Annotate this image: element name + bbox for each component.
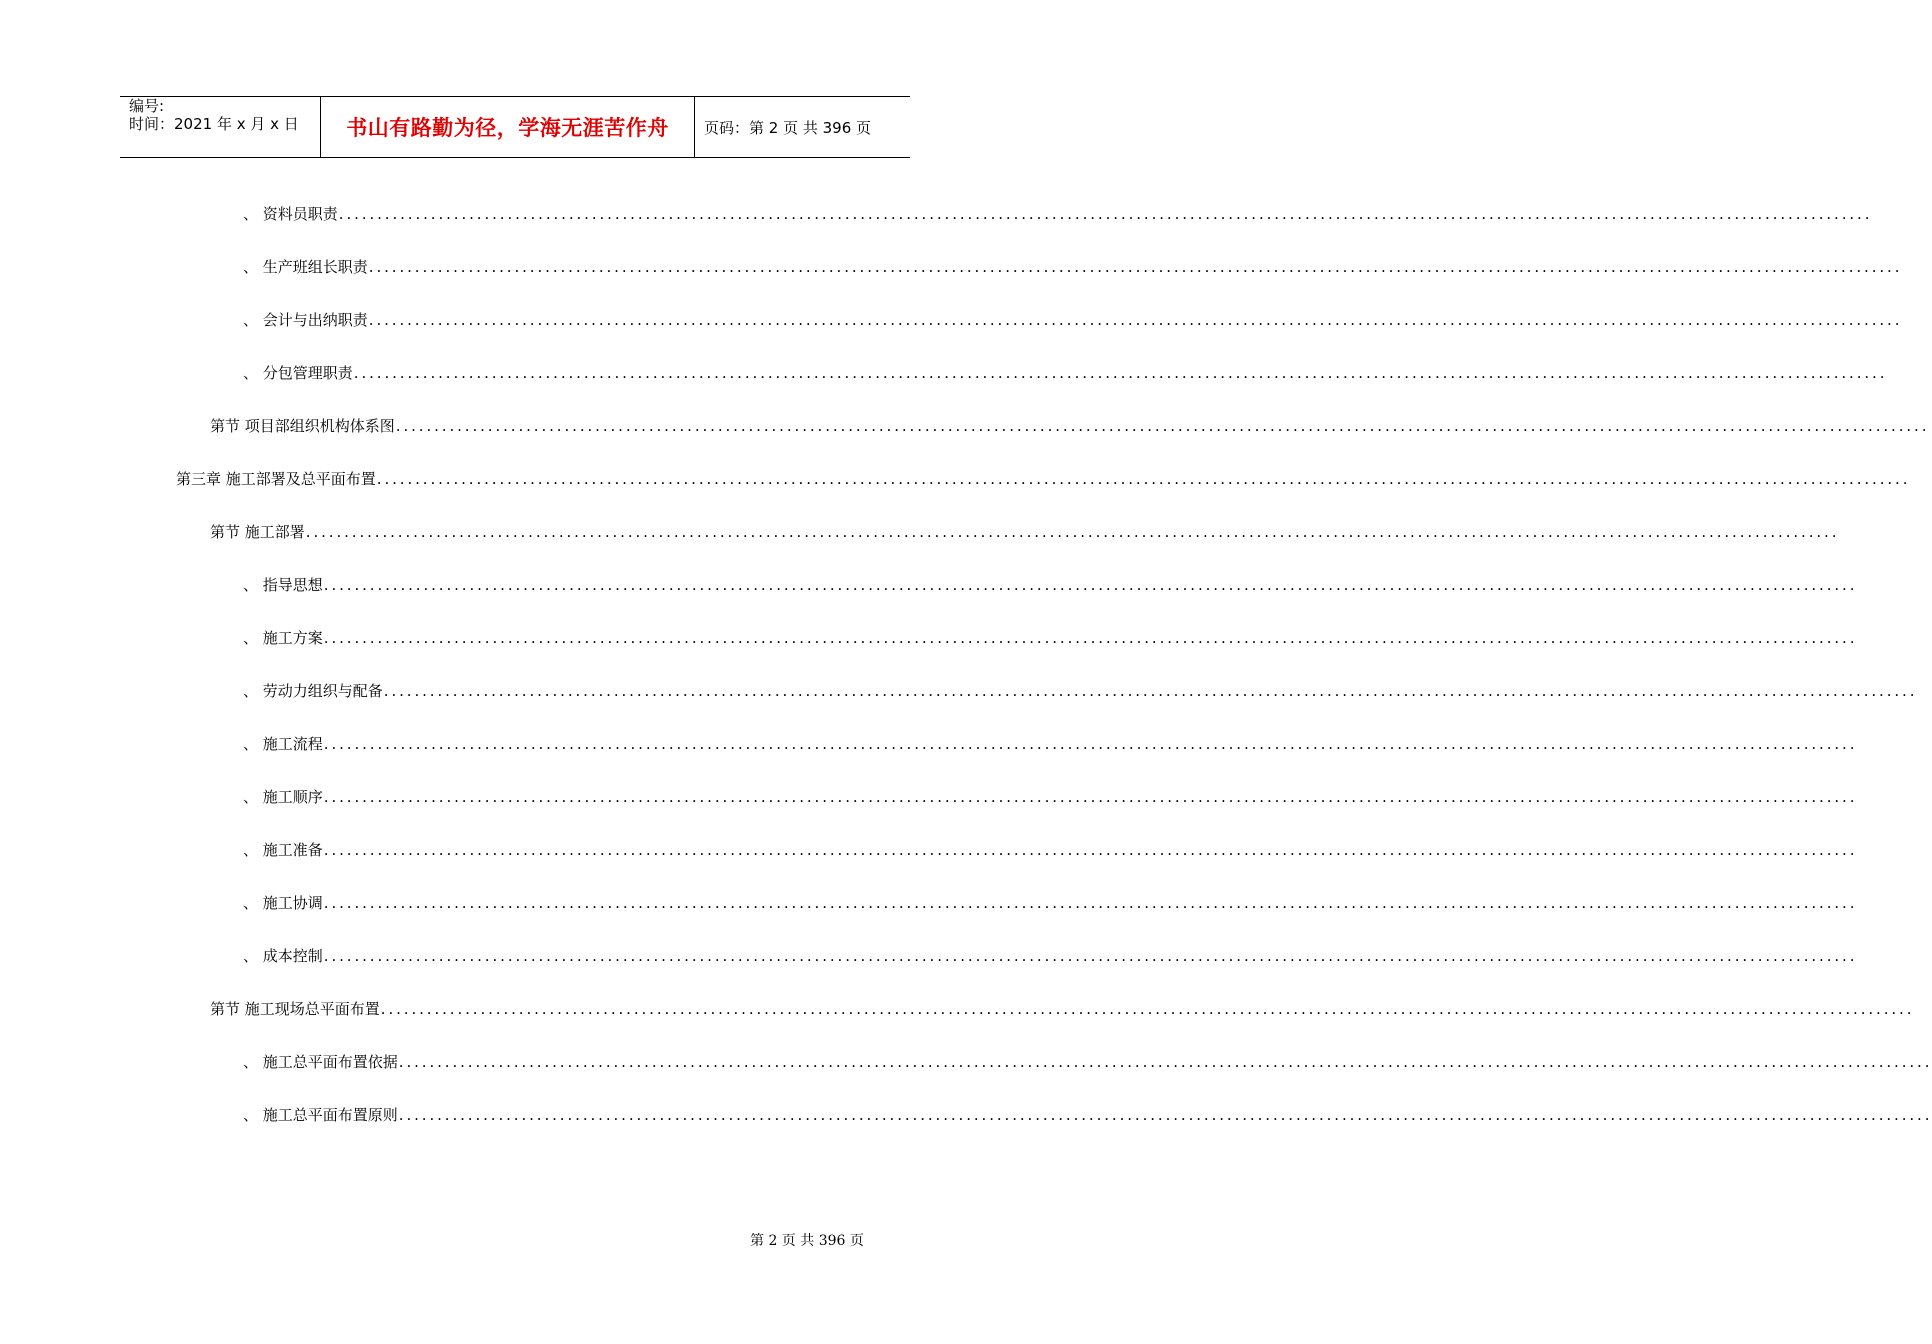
toc-dot-leader: ........................................................................................................................................................................................................ — [323, 788, 1858, 806]
motto-text: 书山有路勤为径，学海无涯苦作舟 — [346, 116, 669, 140]
toc-dot-leader: ........................................................................................................................................................................................................ — [323, 894, 1858, 912]
toc-entry[interactable] — [243, 257, 1903, 277]
toc-entry-title: 、 施工协调 — [243, 894, 323, 912]
toc-entry[interactable] — [243, 787, 1858, 807]
toc-entry-title: 、 施工方案 — [243, 629, 323, 647]
toc-dot-leader: ........................................................................................................................................................................................................ — [323, 735, 1858, 753]
toc-entry-title: 、 施工总平面布置依据 — [243, 1053, 398, 1071]
toc-dot-leader: ........................................................................................................................................................................................................ — [395, 417, 1930, 435]
toc-entry[interactable] — [243, 734, 1858, 754]
toc-entry-title: 、 生产班组长职责 — [243, 258, 368, 276]
header-page-number: 页码：第 2 页 共 396 页 — [704, 118, 872, 137]
toc-entry-title: 、 劳动力组织与配备 — [243, 682, 383, 700]
toc-entry[interactable] — [243, 681, 1918, 701]
toc-entry-title: 、 成本控制 — [243, 947, 323, 965]
document-number-label: 编号: — [129, 97, 165, 115]
toc-dot-leader: ........................................................................................................................................................................................................ — [323, 629, 1858, 647]
toc-dot-leader: ........................................................................................................................................................................................................ — [380, 1000, 1915, 1018]
toc-dot-leader: ........................................................................................................................................................................................................ — [398, 1053, 1932, 1071]
toc-dot-leader: ........................................................................................................................................................................................................ — [383, 682, 1918, 700]
toc-entry[interactable] — [243, 363, 1888, 383]
header-page-cell — [695, 97, 910, 157]
toc-entry-title: 第节 施工现场总平面布置 — [210, 1000, 380, 1018]
toc-entry-title: 第节 项目部组织机构体系图 — [210, 417, 395, 435]
toc-entry[interactable] — [176, 469, 1911, 489]
toc-entry[interactable] — [243, 840, 1858, 860]
toc-entry-title: 、 施工总平面布置原则 — [243, 1106, 398, 1124]
footer-page-number: 第 2 页 共 396 页 — [750, 1233, 864, 1249]
toc-entry-title: 、 资料员职责 — [243, 205, 338, 223]
toc-entry-title: 、 施工顺序 — [243, 788, 323, 806]
toc-dot-leader: ........................................................................................................................................................................................................ — [376, 470, 1911, 488]
toc-entry[interactable] — [210, 522, 1840, 542]
header-motto-cell — [321, 97, 695, 157]
toc-entry[interactable] — [243, 204, 1873, 224]
toc-dot-leader: ........................................................................................................................................................................................................ — [338, 205, 1873, 223]
toc-dot-leader: ........................................................................................................................................................................................................ — [368, 258, 1903, 276]
toc-entry[interactable] — [243, 1052, 1932, 1072]
toc-dot-leader: ........................................................................................................................................................................................................ — [305, 523, 1840, 541]
toc-entry[interactable] — [210, 416, 1930, 436]
toc-entry[interactable] — [243, 1105, 1932, 1125]
toc-entry-title: 第三章 施工部署及总平面布置 — [176, 470, 376, 488]
toc-entry[interactable] — [243, 310, 1903, 330]
document-time-label: 时间：2021 年 x 月 x 日 — [129, 115, 299, 133]
toc-dot-leader: ........................................................................................................................................................................................................ — [398, 1106, 1932, 1124]
toc-entry-title: 第节 施工部署 — [210, 523, 305, 541]
toc-entry-title: 、 指导思想 — [243, 576, 323, 594]
toc-entry-title: 、 施工流程 — [243, 735, 323, 753]
toc-entry[interactable] — [243, 628, 1858, 648]
toc-entry-title: 、 分包管理职责 — [243, 364, 353, 382]
toc-dot-leader: ........................................................................................................................................................................................................ — [353, 364, 1888, 382]
toc-dot-leader: ........................................................................................................................................................................................................ — [368, 311, 1903, 329]
toc-dot-leader: ........................................................................................................................................................................................................ — [323, 947, 1858, 965]
toc-entry[interactable] — [210, 999, 1915, 1019]
toc-entry[interactable] — [243, 946, 1858, 966]
toc-dot-leader: ........................................................................................................................................................................................................ — [323, 841, 1858, 859]
page-header — [120, 96, 910, 158]
header-meta-cell — [120, 97, 321, 157]
toc-entry-title: 、 会计与出纳职责 — [243, 311, 368, 329]
toc-entry[interactable] — [243, 893, 1858, 913]
toc-entry[interactable] — [243, 575, 1858, 595]
toc-entry-title: 、 施工准备 — [243, 841, 323, 859]
toc-dot-leader: ........................................................................................................................................................................................................ — [323, 576, 1858, 594]
